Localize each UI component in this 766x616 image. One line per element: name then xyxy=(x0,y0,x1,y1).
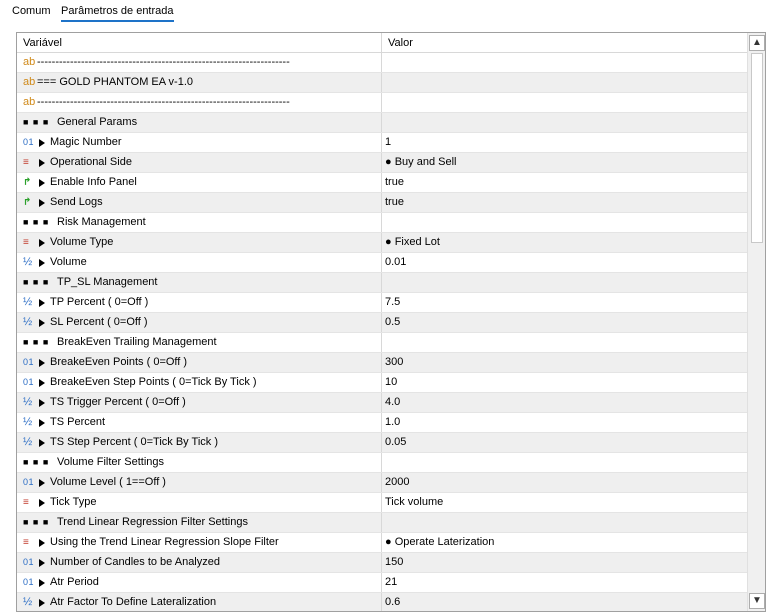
variable-label: TS Step Percent ( 0=Tick By Tick ) xyxy=(50,436,219,448)
tab-comum[interactable]: Comum xyxy=(12,5,51,17)
value-cell[interactable]: 7.5 xyxy=(385,296,401,308)
table-row[interactable] xyxy=(17,433,747,453)
expand-arrow-icon[interactable] xyxy=(39,259,45,267)
variable-label: TP Percent ( 0=Off ) xyxy=(50,296,149,308)
enum-type-icon: ≡ xyxy=(23,537,29,548)
table-row[interactable] xyxy=(17,113,747,133)
table-row[interactable] xyxy=(17,573,747,593)
variable-cell xyxy=(17,373,382,392)
variable-cell xyxy=(17,293,382,312)
value-cell[interactable]: 1 xyxy=(385,136,392,148)
variable-label: === GOLD PHANTOM EA v-1.0 xyxy=(37,76,193,88)
variable-cell xyxy=(17,473,382,492)
variable-cell xyxy=(17,213,382,232)
scrollbar-thumb[interactable] xyxy=(751,53,763,243)
variable-cell xyxy=(17,333,382,352)
value-cell[interactable] xyxy=(382,273,747,292)
variable-label: BreakEven Trailing Management xyxy=(57,336,217,348)
variable-cell xyxy=(17,253,382,272)
variable-label: --------------------------------------------------------------------- xyxy=(37,96,290,108)
variable-cell xyxy=(17,493,382,512)
table-row[interactable] xyxy=(17,193,747,213)
integer-type-icon: 01 xyxy=(23,477,35,487)
variable-label: Send Logs xyxy=(50,196,103,208)
section-marker-icon: ■ ■ ■ xyxy=(23,277,50,287)
table-row[interactable] xyxy=(17,533,747,553)
value-cell[interactable] xyxy=(382,93,747,112)
double-type-icon: ½ xyxy=(23,416,33,428)
expand-arrow-icon[interactable] xyxy=(39,399,45,407)
expand-arrow-icon[interactable] xyxy=(39,599,45,607)
expand-arrow-icon[interactable] xyxy=(39,299,45,307)
expand-arrow-icon[interactable] xyxy=(39,179,45,187)
variable-label: Volume Level ( 1==Off ) xyxy=(50,476,166,488)
table-row[interactable] xyxy=(17,493,747,513)
string-type-icon: ab xyxy=(23,56,36,68)
value-cell[interactable]: 150 xyxy=(385,556,404,568)
value-cell[interactable] xyxy=(382,333,747,352)
table-row[interactable] xyxy=(17,173,747,193)
expand-arrow-icon[interactable] xyxy=(39,199,45,207)
section-marker-icon: ■ ■ ■ xyxy=(23,457,50,467)
value-cell[interactable]: 0.05 xyxy=(385,436,407,448)
table-row[interactable] xyxy=(17,353,747,373)
table-row[interactable] xyxy=(17,253,747,273)
value-cell[interactable]: 0.01 xyxy=(385,256,407,268)
variable-label: SL Percent ( 0=Off ) xyxy=(50,316,148,328)
table-row[interactable] xyxy=(17,73,747,93)
double-type-icon: ½ xyxy=(23,256,33,268)
value-cell[interactable] xyxy=(382,213,747,232)
value-cell[interactable]: 10 xyxy=(385,376,398,388)
expand-arrow-icon[interactable] xyxy=(39,439,45,447)
table-row[interactable] xyxy=(17,393,747,413)
table-row[interactable] xyxy=(17,553,747,573)
table-row[interactable] xyxy=(17,473,747,493)
variable-cell xyxy=(17,433,382,452)
table-row[interactable] xyxy=(17,313,747,333)
table-row[interactable] xyxy=(17,273,747,293)
value-cell[interactable]: true xyxy=(385,176,404,188)
variable-label: Trend Linear Regression Filter Settings xyxy=(57,516,248,528)
expand-arrow-icon[interactable] xyxy=(39,539,45,547)
table-row[interactable] xyxy=(17,333,747,353)
variable-label: Risk Management xyxy=(57,216,146,228)
table-row[interactable] xyxy=(17,213,747,233)
variable-cell xyxy=(17,193,382,212)
expand-arrow-icon[interactable] xyxy=(39,479,45,487)
string-type-icon: ab xyxy=(23,76,36,88)
table-row[interactable] xyxy=(17,133,747,153)
variable-cell xyxy=(17,93,382,112)
variable-cell xyxy=(17,593,382,612)
scroll-up-icon[interactable]: ▲ xyxy=(749,35,765,51)
bool-type-icon: ↱ xyxy=(23,177,32,188)
integer-type-icon: 01 xyxy=(23,577,35,587)
value-cell[interactable]: 300 xyxy=(385,356,404,368)
double-type-icon: ½ xyxy=(23,296,33,308)
enum-type-icon: ≡ xyxy=(23,497,29,508)
value-cell[interactable]: Tick volume xyxy=(385,496,444,508)
column-header-value[interactable]: Valor xyxy=(388,37,413,49)
value-cell[interactable] xyxy=(382,453,747,472)
value-cell[interactable]: true xyxy=(385,196,404,208)
variable-cell xyxy=(17,133,382,152)
variable-cell xyxy=(17,533,382,552)
section-marker-icon: ■ ■ ■ xyxy=(23,117,50,127)
variable-label: Number of Candles to be Analyzed xyxy=(50,556,220,568)
grid-header xyxy=(17,33,747,53)
expand-arrow-icon[interactable] xyxy=(39,499,45,507)
value-cell[interactable] xyxy=(382,113,747,132)
variable-label: Operational Side xyxy=(50,156,132,168)
value-cell[interactable]: 4.0 xyxy=(385,396,401,408)
expand-arrow-icon[interactable] xyxy=(39,419,45,427)
variable-label: TS Percent xyxy=(50,416,106,428)
double-type-icon: ½ xyxy=(23,396,33,408)
variable-cell xyxy=(17,173,382,192)
variable-cell xyxy=(17,233,382,252)
value-cell[interactable]: ● Buy and Sell xyxy=(385,156,457,168)
variable-cell xyxy=(17,273,382,292)
integer-type-icon: 01 xyxy=(23,377,35,387)
expand-arrow-icon[interactable] xyxy=(39,379,45,387)
value-cell[interactable]: 1.0 xyxy=(385,416,401,428)
string-type-icon: ab xyxy=(23,96,36,108)
variable-label: BreakeEven Step Points ( 0=Tick By Tick ) xyxy=(50,376,257,388)
value-cell[interactable]: 0.6 xyxy=(385,596,401,608)
variable-label: TS Trigger Percent ( 0=Off ) xyxy=(50,396,186,408)
table-row[interactable] xyxy=(17,373,747,393)
double-type-icon: ½ xyxy=(23,436,33,448)
variable-cell xyxy=(17,353,382,372)
integer-type-icon: 01 xyxy=(23,557,35,567)
table-row[interactable] xyxy=(17,453,747,473)
enum-type-icon: ≡ xyxy=(23,237,29,248)
variable-cell xyxy=(17,413,382,432)
value-cell[interactable] xyxy=(382,513,747,532)
double-type-icon: ½ xyxy=(23,596,33,608)
section-marker-icon: ■ ■ ■ xyxy=(23,517,50,527)
value-cell[interactable]: 2000 xyxy=(385,476,410,488)
variable-label: Volume Type xyxy=(50,236,114,248)
table-row[interactable] xyxy=(17,413,747,433)
variable-label: TP_SL Management xyxy=(57,276,158,288)
variable-cell xyxy=(17,453,382,472)
integer-type-icon: 01 xyxy=(23,357,35,367)
section-marker-icon: ■ ■ ■ xyxy=(23,337,50,347)
variable-cell xyxy=(17,153,382,172)
expand-arrow-icon[interactable] xyxy=(39,139,45,147)
variable-label: Volume Filter Settings xyxy=(57,456,164,468)
column-header-variable[interactable]: Variável xyxy=(17,33,382,53)
variable-cell xyxy=(17,573,382,592)
section-marker-icon: ■ ■ ■ xyxy=(23,217,50,227)
variable-cell xyxy=(17,393,382,412)
variable-cell xyxy=(17,53,382,72)
double-type-icon: ½ xyxy=(23,316,33,328)
expand-arrow-icon[interactable] xyxy=(39,359,45,367)
variable-label: General Params xyxy=(57,116,138,128)
variable-cell xyxy=(17,73,382,92)
variable-label: Atr Period xyxy=(50,576,99,588)
variable-cell xyxy=(17,513,382,532)
value-cell[interactable]: 0.5 xyxy=(385,316,401,328)
variable-label: --------------------------------------------------------------------- xyxy=(37,56,290,68)
bool-type-icon: ↱ xyxy=(23,197,32,208)
value-cell[interactable]: 21 xyxy=(385,576,398,588)
table-row[interactable] xyxy=(17,293,747,313)
value-cell[interactable] xyxy=(382,53,747,72)
variable-label: Using the Trend Linear Regression Slope Filter xyxy=(50,536,279,548)
variable-label: Volume xyxy=(50,256,87,268)
scroll-down-icon[interactable]: ▼ xyxy=(749,593,765,609)
table-row[interactable] xyxy=(17,93,747,113)
table-row[interactable] xyxy=(17,593,747,612)
expand-arrow-icon[interactable] xyxy=(39,319,45,327)
tab-bar xyxy=(0,0,766,30)
variable-cell xyxy=(17,313,382,332)
variable-label: Atr Factor To Define Lateralization xyxy=(50,596,217,608)
parameters-grid xyxy=(16,32,766,612)
grid-rows xyxy=(17,53,747,612)
vertical-scrollbar[interactable] xyxy=(747,33,765,611)
table-row[interactable] xyxy=(17,153,747,173)
variable-label: Magic Number xyxy=(50,136,122,148)
variable-label: Enable Info Panel xyxy=(50,176,137,188)
value-cell[interactable] xyxy=(382,73,747,92)
integer-type-icon: 01 xyxy=(23,137,35,147)
variable-label: BreakeEven Points ( 0=Off ) xyxy=(50,356,188,368)
tab-parametros-de-entrada[interactable]: Parâmetros de entrada xyxy=(61,5,174,22)
table-row[interactable] xyxy=(17,513,747,533)
enum-type-icon: ≡ xyxy=(23,157,29,168)
expand-arrow-icon[interactable] xyxy=(39,579,45,587)
value-cell[interactable]: ● Operate Laterization xyxy=(385,536,495,548)
expand-arrow-icon[interactable] xyxy=(39,559,45,567)
expand-arrow-icon[interactable] xyxy=(39,239,45,247)
value-cell[interactable]: ● Fixed Lot xyxy=(385,236,440,248)
table-row[interactable] xyxy=(17,233,747,253)
variable-label: Tick Type xyxy=(50,496,97,508)
table-row[interactable] xyxy=(17,53,747,73)
variable-cell xyxy=(17,553,382,572)
variable-cell xyxy=(17,113,382,132)
expand-arrow-icon[interactable] xyxy=(39,159,45,167)
